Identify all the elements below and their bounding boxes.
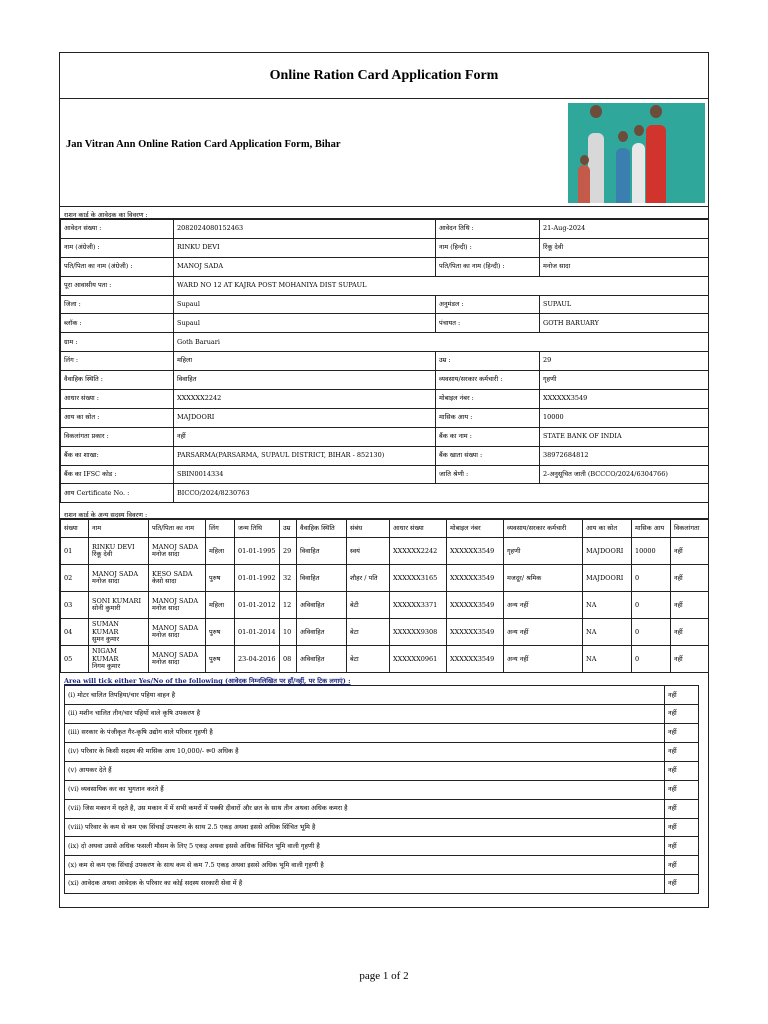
member-father-name (149, 565, 206, 592)
field-value: 38972684812 (540, 446, 709, 465)
declaration-answer: नहीं (665, 743, 699, 762)
field-value: PARSARMA(PARSARMA, SUPAUL DISTRICT, BIHAR - 852130) (174, 446, 436, 465)
member-father-name-en: MANOJ SADA (152, 650, 199, 659)
field-label: नाम (हिन्दी) : (436, 238, 540, 257)
member-father-name (149, 538, 206, 565)
field-value: 21-Aug-2024 (540, 220, 709, 239)
member-disability: नहीं (671, 619, 709, 646)
member-relation: बेटा (347, 646, 390, 673)
declaration-row (65, 818, 699, 837)
field-value: RINKU DEVI (174, 238, 436, 257)
member-age: 29 (280, 538, 297, 565)
field-value: मनोज सादा (540, 257, 709, 276)
declaration-row (65, 837, 699, 856)
member-mobile: XXXXXX3549 (447, 592, 504, 619)
table-row (61, 276, 709, 295)
member-father-name (149, 592, 206, 619)
member-age: 10 (280, 619, 297, 646)
member-occupation: अन्य नहीं (504, 592, 583, 619)
field-value: GOTH BARUARY (540, 314, 709, 333)
column-header: विकलांगता (671, 520, 709, 538)
table-row (61, 333, 709, 352)
member-gender: पुरुष (206, 619, 235, 646)
column-header: उम्र (280, 520, 297, 538)
member-number: 04 (61, 619, 89, 646)
field-value: MANOJ SADA (174, 257, 436, 276)
declaration-answer: नहीं (665, 686, 699, 705)
column-header: नाम (89, 520, 149, 538)
field-value: SUPAUL (540, 295, 709, 314)
field-label: आवेदन संख्या : (61, 220, 174, 239)
field-label: नाम (अंग्रेजी) : (61, 238, 174, 257)
member-mobile: XXXXXX3549 (447, 619, 504, 646)
member-income-source: NA (583, 646, 632, 673)
table-row (61, 446, 709, 465)
member-dob: 01-01-2012 (235, 592, 280, 619)
member-name-hi: मनोज सादा (92, 577, 120, 586)
member-disability: नहीं (671, 565, 709, 592)
field-value: 10000 (540, 408, 709, 427)
member-income-source: MAJDOORI (583, 565, 632, 592)
member-dob: 01-01-1995 (235, 538, 280, 565)
member-number: 02 (61, 565, 89, 592)
declaration-row (65, 705, 699, 724)
declaration-text: (iv) परिवार के किसी सदस्य की मासिक आय 10,000/- रू0 अधिक है (65, 743, 665, 762)
field-label: जिला : (61, 295, 174, 314)
column-header: मासिक आय (632, 520, 671, 538)
members-section-heading: राशन कार्ड के अन्य सदस्य विवरण : (60, 507, 708, 519)
field-value: महिला (174, 352, 436, 371)
member-aadhaar: XXXXXX3371 (390, 592, 447, 619)
field-label: पति/पिता का नाम (हिन्दी) : (436, 257, 540, 276)
declaration-answer: नहीं (665, 780, 699, 799)
member-aadhaar: XXXXXX0961 (390, 646, 447, 673)
member-father-name-en: KESO SADA (152, 569, 193, 578)
table-row (61, 619, 709, 646)
member-name (89, 592, 149, 619)
member-disability: नहीं (671, 646, 709, 673)
member-name-en: SUMAN KUMAR (92, 620, 119, 636)
declaration-answer: नहीं (665, 837, 699, 856)
member-gender: पुरुष (206, 646, 235, 673)
member-father-name (149, 646, 206, 673)
declaration-heading: Area will tick either Yes/No of the following (आवेदक निम्नलिखित पर हाँ/नहीं, पर टिक लगाएं) : (64, 677, 351, 686)
field-label: पंचायत : (436, 314, 540, 333)
declaration-row (65, 875, 699, 894)
field-label: उम्र : (436, 352, 540, 371)
declaration-answer: नहीं (665, 856, 699, 875)
member-disability: नहीं (671, 538, 709, 565)
field-value: 2-अनुसूचित जाती (BCCCO/2024/6304766) (540, 465, 709, 484)
declaration-text: (xi) आवेदक अथवा आवेदक के परिवार का कोई सदस्य सरकारी सेवा में है (65, 875, 665, 894)
member-father-name-hi: मनोज सादा (152, 550, 180, 559)
member-gender: पुरुष (206, 565, 235, 592)
table-row (61, 465, 709, 484)
member-number: 03 (61, 592, 89, 619)
field-value: XXXXXX2242 (174, 390, 436, 409)
member-dob: 01-01-2014 (235, 619, 280, 646)
declaration-text: (iii) सरकार के पंजीकृत गैर-कृषि उद्योग वाले परिवार गृहणी है (65, 724, 665, 743)
declaration-answer: नहीं (665, 761, 699, 780)
member-gender: महिला (206, 538, 235, 565)
header-row (60, 99, 708, 207)
member-monthly-income: 10000 (632, 538, 671, 565)
field-label: जाति श्रेणी : (436, 465, 540, 484)
field-label: आवेदन तिथि : (436, 220, 540, 239)
declaration-text: (vi) व्यवसायिक कर का भुगतान करते हैं (65, 780, 665, 799)
declaration-text: (ii) मशीन चालित तीन/चार पहियों वाले कृषि उपकरण है (65, 705, 665, 724)
column-header: संख्या (61, 520, 89, 538)
field-value: रिंकू देवी (540, 238, 709, 257)
member-income-source: NA (583, 619, 632, 646)
member-relation: बेटा (347, 619, 390, 646)
member-name-en: RINKU DEVI (92, 542, 135, 551)
field-value: Supaul (174, 295, 436, 314)
declaration-row (65, 799, 699, 818)
column-header: पति/पिता का नाम (149, 520, 206, 538)
member-number: 05 (61, 646, 89, 673)
member-father-name-hi: मनोज सादा (152, 658, 180, 667)
member-dob: 23-04-2016 (235, 646, 280, 673)
member-relation: स्वयं (347, 538, 390, 565)
member-marital-status: अविवाहित (297, 646, 347, 673)
member-mobile: XXXXXX3549 (447, 646, 504, 673)
table-row (61, 220, 709, 239)
table-row (61, 538, 709, 565)
member-father-name (149, 619, 206, 646)
table-row (61, 408, 709, 427)
column-header: वैवाहिक स्थिति (297, 520, 347, 538)
member-name (89, 565, 149, 592)
table-row (61, 390, 709, 409)
declaration-text: (ix) दो अथवा उससे अधिक फसली मौसम के लिए 5 एकड़ अथवा इससे अधिक सिंचित भूमि वाली गृहणी है (65, 837, 665, 856)
member-monthly-income: 0 (632, 592, 671, 619)
member-name-hi: सुमन कुमार (92, 635, 120, 644)
field-label: ग्राम : (61, 333, 174, 352)
member-aadhaar: XXXXXX3165 (390, 565, 447, 592)
field-value: XXXXXX3549 (540, 390, 709, 409)
table-row (61, 646, 709, 673)
header-title: Jan Vitran Ann Online Ration Card Application Form, Bihar (66, 139, 341, 150)
declaration-row (65, 761, 699, 780)
member-dob: 01-01-1992 (235, 565, 280, 592)
table-row (61, 427, 709, 446)
member-name-en: SONI KUMARI (92, 596, 142, 605)
member-name-en: NIGAM KUMAR (92, 647, 119, 663)
table-row (61, 592, 709, 619)
column-header: मोबाइल नंबर (447, 520, 504, 538)
declaration-answer: नहीं (665, 875, 699, 894)
field-label: मोबाइल नंबर : (436, 390, 540, 409)
members-header-row (61, 520, 709, 538)
member-gender: महिला (206, 592, 235, 619)
member-income-source: MAJDOORI (583, 538, 632, 565)
field-value: नहीं (174, 427, 436, 446)
column-header: आधार संख्या (390, 520, 447, 538)
member-marital-status: अविवाहित (297, 592, 347, 619)
member-father-name-en: MANOJ SADA (152, 542, 199, 551)
declaration-row (65, 856, 699, 875)
field-label: बैंक खाता संख्या : (436, 446, 540, 465)
member-name (89, 619, 149, 646)
declaration-text: (x) कम से कम एक सिंचाई उपकरण के साथ कम से कम 7.5 एकड़ अथवा इससे अधिक भूमि वाली गृहणी है (65, 856, 665, 875)
declaration-answer: नहीं (665, 705, 699, 724)
table-row (61, 314, 709, 333)
applicant-details-table (60, 219, 709, 503)
table-row (61, 238, 709, 257)
member-aadhaar: XXXXXX2242 (390, 538, 447, 565)
applicant-section-heading: राशन कार्ड के आवेदक का विवरण : (60, 207, 708, 219)
field-value: 2082024080152463 (174, 220, 436, 239)
column-header: संबंध (347, 520, 390, 538)
table-row (61, 352, 709, 371)
member-disability: नहीं (671, 592, 709, 619)
member-father-name-en: MANOJ SADA (152, 596, 199, 605)
member-age: 32 (280, 565, 297, 592)
form-title: Online Ration Card Application Form (60, 53, 708, 99)
declaration-text: (viii) परिवार के कम से कम एक सिंचाई उपकरण के साथ 2.5 एकड़ अथवा इससे अधिक सिंचित भूमि है (65, 818, 665, 837)
member-marital-status: अविवाहित (297, 619, 347, 646)
table-row (61, 295, 709, 314)
field-value: 29 (540, 352, 709, 371)
field-label: बैंक का नाम : (436, 427, 540, 446)
member-occupation: अन्य नहीं (504, 646, 583, 673)
declaration-row (65, 686, 699, 705)
declaration-text: (v) आयकर देते हैं (65, 761, 665, 780)
field-value: BICCO/2024/8230763 (174, 484, 709, 503)
member-name-hi: सोनी कुमारी (92, 604, 121, 613)
field-label: व्यवसाय/सरकार कर्मचारी : (436, 371, 540, 390)
field-label: बैंक का शाखा: (61, 446, 174, 465)
declaration-row (65, 780, 699, 799)
field-value: गृहणी (540, 371, 709, 390)
member-father-name-hi: मनोज सादा (152, 604, 180, 613)
declaration-answer: नहीं (665, 818, 699, 837)
field-value: MAJDOORI (174, 408, 436, 427)
member-name (89, 538, 149, 565)
table-row (61, 371, 709, 390)
member-marital-status: विवाहित (297, 565, 347, 592)
members-table (60, 519, 709, 673)
field-label: अनुमंडल : (436, 295, 540, 314)
field-value: SBIN0014334 (174, 465, 436, 484)
field-label: पति/पिता का नाम (अंग्रेजी) : (61, 257, 174, 276)
member-number: 01 (61, 538, 89, 565)
member-father-name-hi: केसो सादा (152, 577, 177, 586)
field-label: ब्लॉक : (61, 314, 174, 333)
member-marital-status: विवाहित (297, 538, 347, 565)
declaration-row (65, 743, 699, 762)
declaration-answer: नहीं (665, 799, 699, 818)
field-label: पूरा आवासीय पता : (61, 276, 174, 295)
field-label: आय का स्रोत : (61, 408, 174, 427)
member-name (89, 646, 149, 673)
field-label: मासिक आय : (436, 408, 540, 427)
member-occupation: गृहणी (504, 538, 583, 565)
field-label: विकलांगता प्रकार : (61, 427, 174, 446)
member-age: 08 (280, 646, 297, 673)
declaration-answer: नहीं (665, 724, 699, 743)
field-value: Supaul (174, 314, 436, 333)
member-father-name-hi: मनोज सादा (152, 631, 180, 640)
field-value: STATE BANK OF INDIA (540, 427, 709, 446)
member-father-name-en: MANOJ SADA (152, 623, 199, 632)
member-occupation: अन्य नहीं (504, 619, 583, 646)
member-name-hi: निगम कुमार (92, 662, 121, 671)
member-aadhaar: XXXXXX9308 (390, 619, 447, 646)
member-relation: बेटी (347, 592, 390, 619)
table-row (61, 484, 709, 503)
table-row (61, 257, 709, 276)
field-label: आधार संख्या : (61, 390, 174, 409)
field-value: Goth Baruari (174, 333, 709, 352)
column-header: जन्म तिथि (235, 520, 280, 538)
column-header: आय का स्रोत (583, 520, 632, 538)
column-header: लिंग (206, 520, 235, 538)
member-monthly-income: 0 (632, 619, 671, 646)
column-header: व्यवसाय/सरकार कर्मचारी (504, 520, 583, 538)
member-name-hi: रिंकू देवी (92, 550, 113, 559)
declaration-text: (i) मोटर चालित तिपहिया/चार पहिया वाहन है (65, 686, 665, 705)
field-value: विवाहित (174, 371, 436, 390)
family-photo (568, 103, 705, 203)
page-number: page 1 of 2 (359, 970, 409, 982)
member-monthly-income: 0 (632, 565, 671, 592)
member-income-source: NA (583, 592, 632, 619)
form-frame (59, 52, 709, 908)
member-occupation: मजदूर/ श्रमिक (504, 565, 583, 592)
table-row (61, 565, 709, 592)
declaration-table (64, 685, 699, 894)
member-age: 12 (280, 592, 297, 619)
declaration-row (65, 724, 699, 743)
member-relation: शौहर / पति (347, 565, 390, 592)
declaration-text: (vii) जिस मकान में रहते है, उस मकान में में सभी कमरों में पक्की दीवारों और छत के साथ तीन अथवा अधिक कमरा है (65, 799, 665, 818)
member-mobile: XXXXXX3549 (447, 538, 504, 565)
field-value: WARD NO 12 AT KAJRA POST MOHANIYA DIST SUPAUL (174, 276, 709, 295)
field-label: बैंक का IFSC कोड : (61, 465, 174, 484)
field-label: वैवाहिक स्थिति : (61, 371, 174, 390)
field-label: लिंग : (61, 352, 174, 371)
member-mobile: XXXXXX3549 (447, 565, 504, 592)
field-label: आय Certificate No. : (61, 484, 174, 503)
member-monthly-income: 0 (632, 646, 671, 673)
member-name-en: MANOJ SADA (92, 569, 139, 578)
